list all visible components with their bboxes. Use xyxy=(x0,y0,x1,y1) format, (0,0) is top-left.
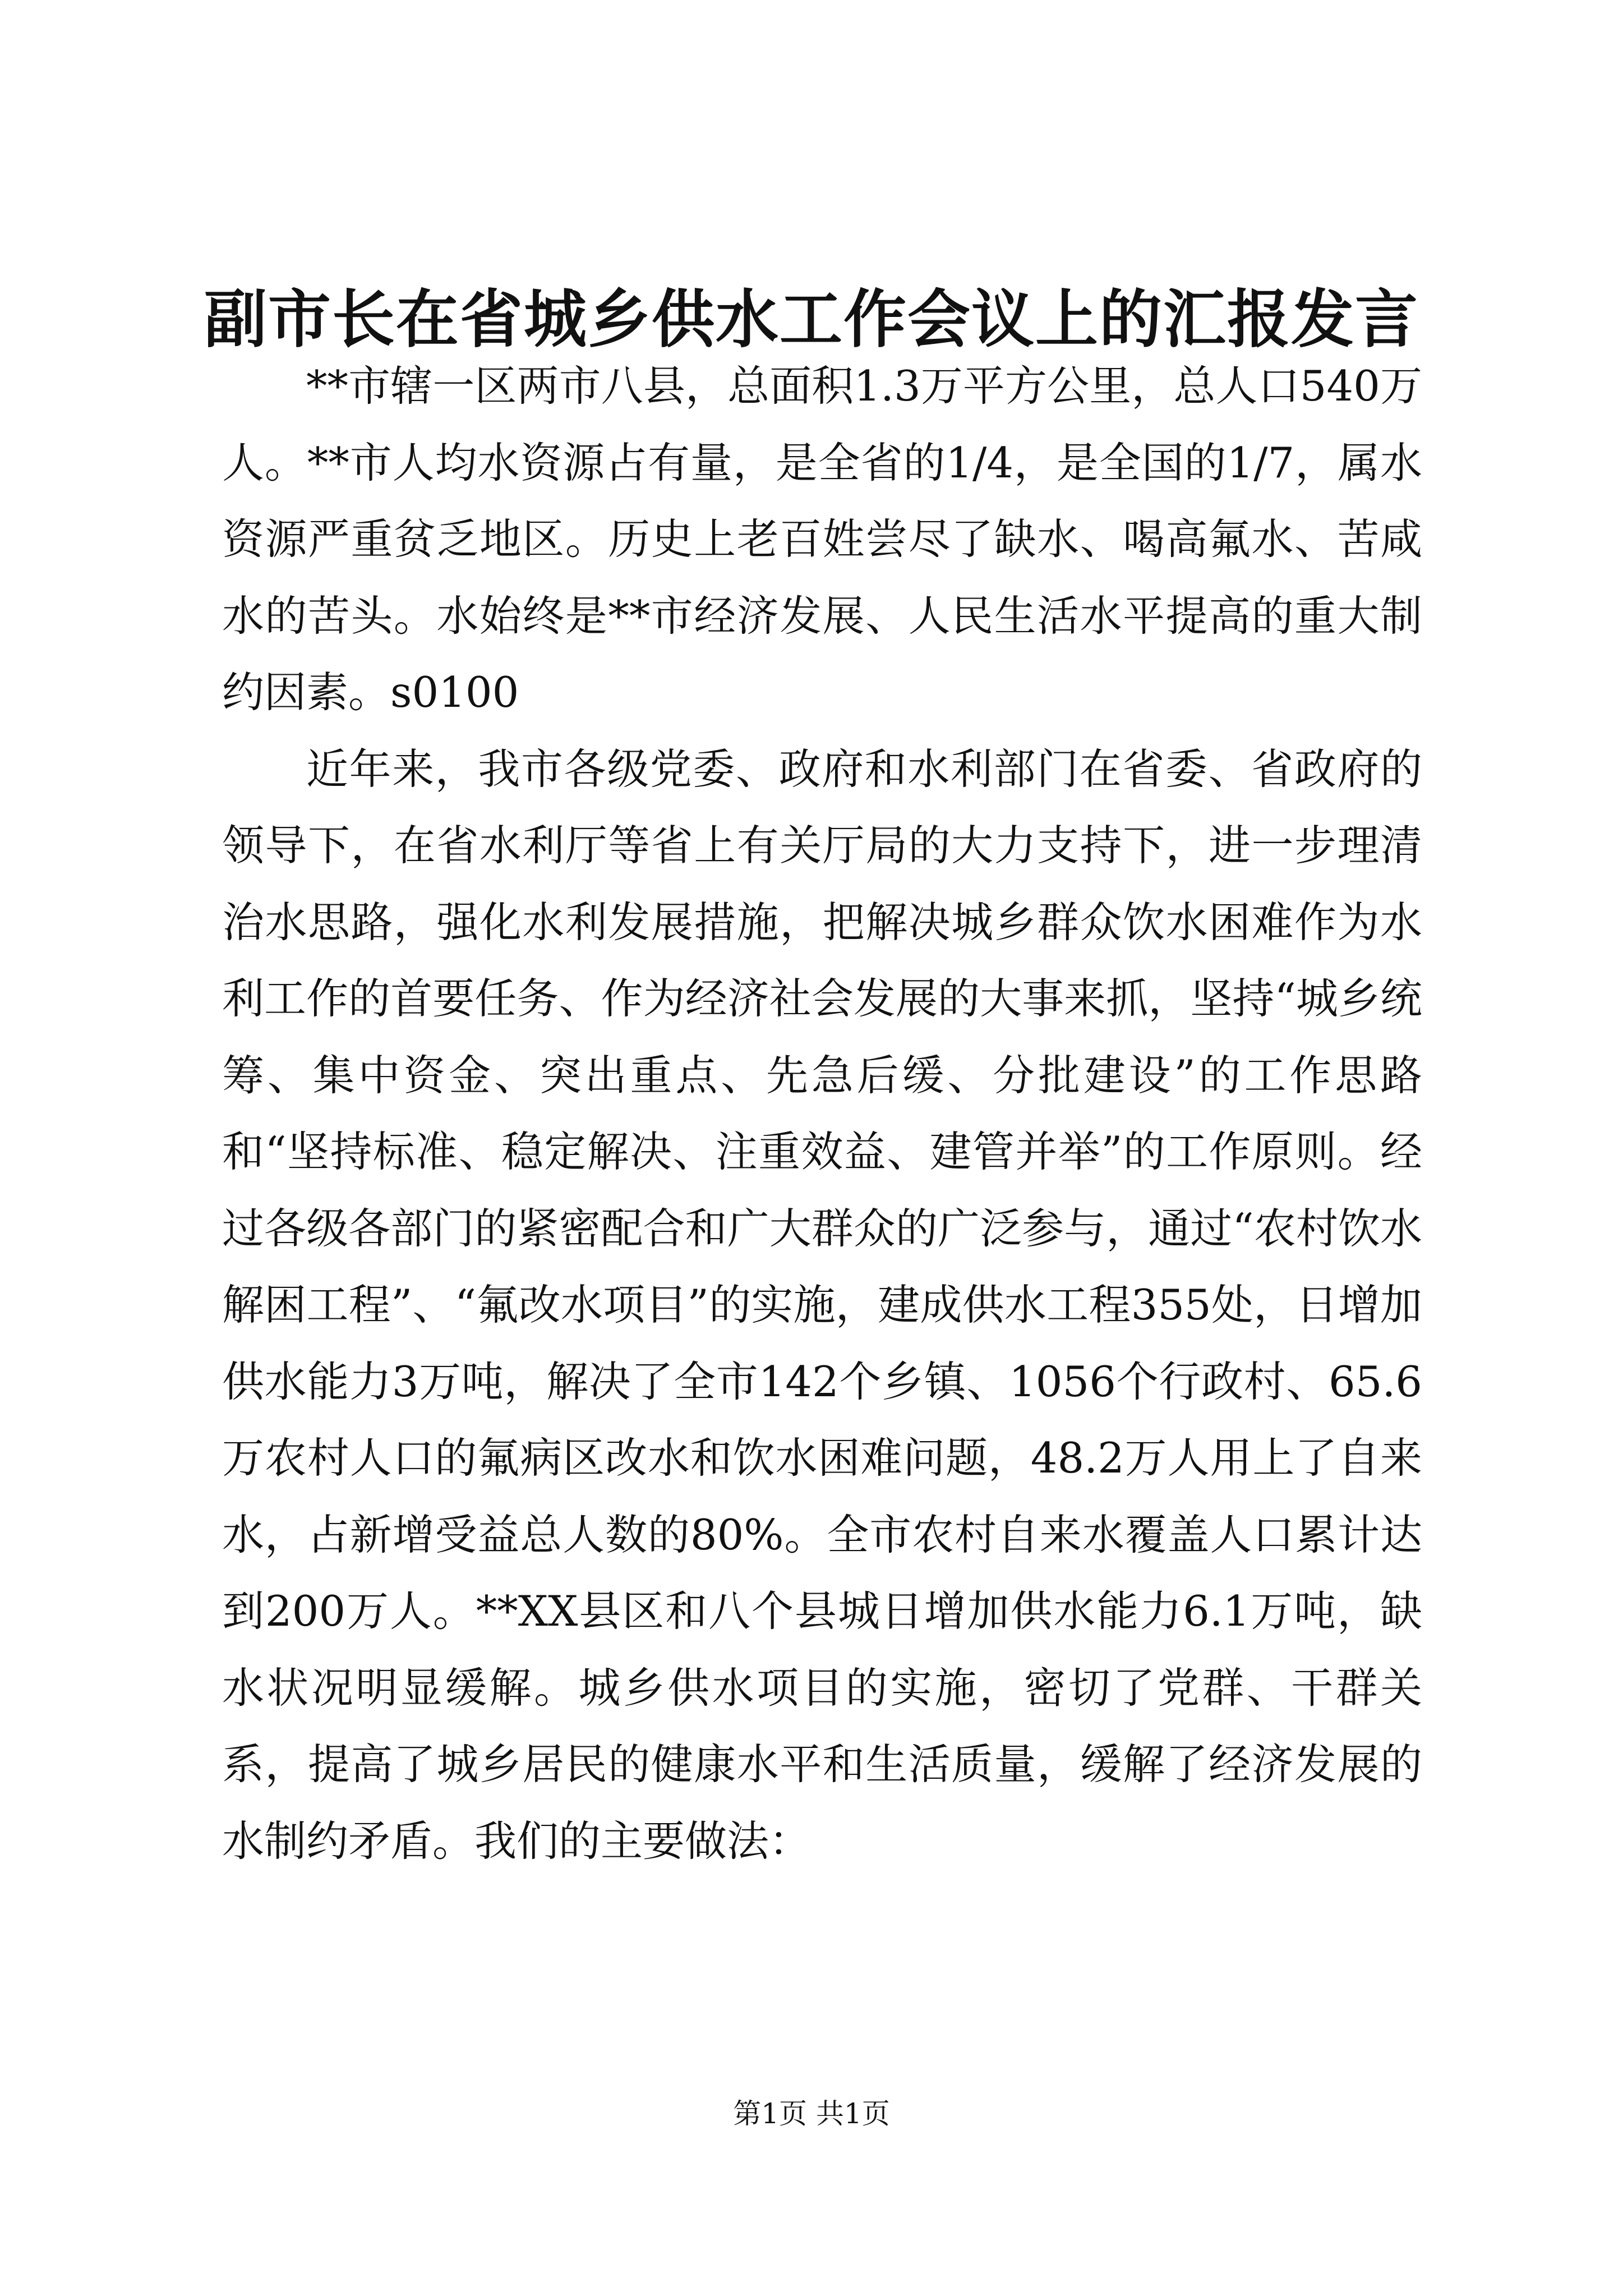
paragraph-1: **市辖一区两市八县，总面积1.3万平方公里，总人口540万人。**市人均水资源占有量，是全省的1/4，是全国的1/7，属水资源严重贫乏地区。历史上老百姓尝尽了缺水、喝高氟水、苦咸水的苦头。水始终是**市经济发展、人民生活水平提高的重大制约因素。s0100 xyxy=(222,361,1422,717)
document-body xyxy=(222,348,1422,1879)
document-title: 副市长在省城乡供水工作会议上的汇报发言 xyxy=(204,283,1419,356)
paragraph-2: 近年来，我市各级党委、政府和水利部门在省委、省政府的领导下，在省水利厅等省上有关厅局的大力支持下，进一步理清治水思路，强化水利发展措施，把解决城乡群众饮水困难作为水利工作的首要任务、作为经济社会发展的大事来抓，坚持“城乡统筹、集中资金、突出重点、先急后缓、分批建设”的工作思路和“坚持标准、稳定解决、注重效益、建管并举”的工作原则。经过各级各部门的紧密配合和广大群众的广泛参与，通过“农村饮水解困工程”、“氟改水项目”的实施，建成供水工程355处，日增加供水能力3万吨，解决了全市142个乡镇、1056个行政村、65.6万农村人口的氟病区改水和饮水困难问题，48.2万人用上了自来水，占新增受益总人数的80%。全市农村自来水覆盖人口累计达到200万人。**XX县区和八个县城日增加供水能力6.1万吨，缺水状况明显缓解。城乡供水项目的实施，密切了党群、干群关系，提高了城乡居民的健康水平和生活质量，缓解了经济发展的水制约矛盾。我们的主要做法： xyxy=(222,744,1422,1866)
page-footer: 第1页 共1页 xyxy=(733,2097,890,2130)
